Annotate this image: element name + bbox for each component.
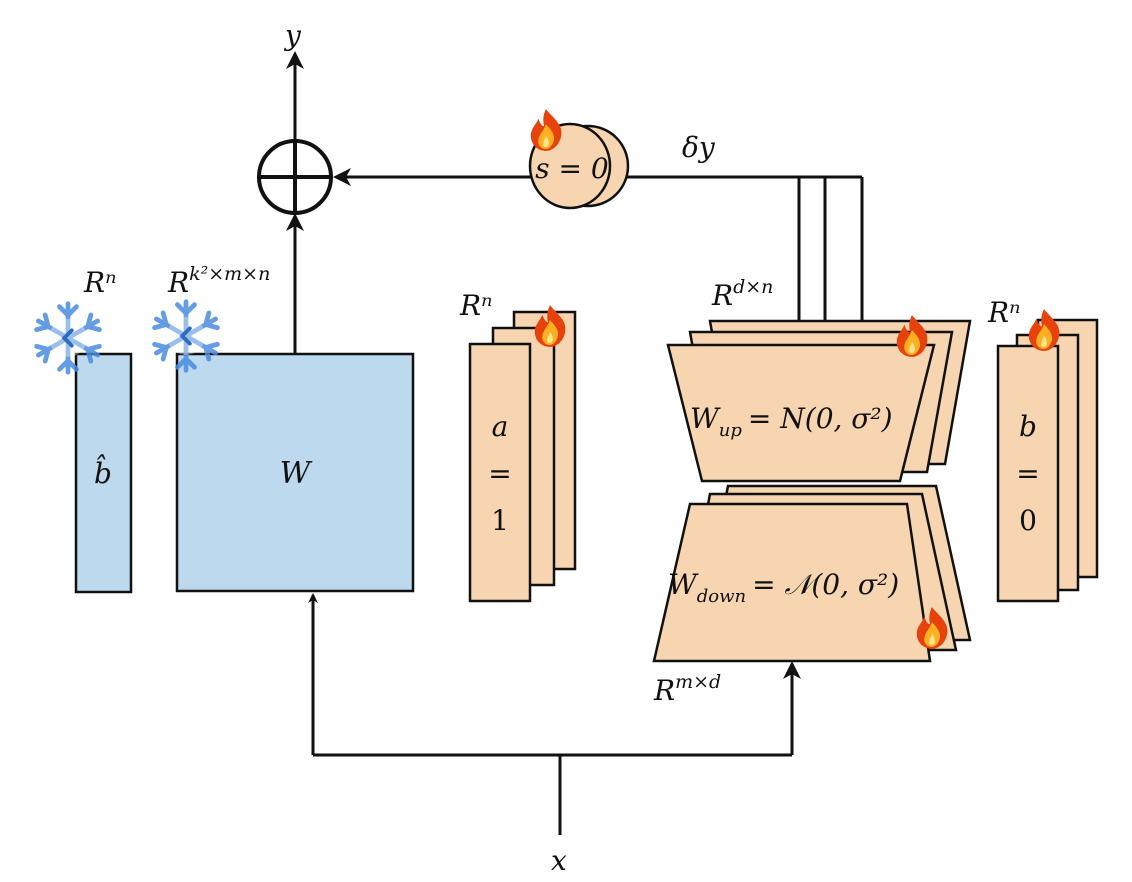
b-hat-dim: Rⁿ: [84, 266, 117, 299]
scale-flame-icon: [531, 109, 562, 151]
output-label: y: [285, 19, 301, 52]
w-down-dim-base: R: [654, 674, 676, 707]
w-label: W: [279, 456, 311, 491]
a-stack: [470, 312, 575, 601]
w-up-dim-exp: d×n: [733, 276, 774, 298]
a-label: a: [491, 410, 509, 443]
w-dim: [167, 263, 270, 299]
b-hat-label: b̂: [94, 457, 112, 490]
w-down-dim: [653, 671, 721, 707]
a-value: 1: [491, 504, 509, 537]
b-dim: Rⁿ: [988, 296, 1021, 329]
b-value: 0: [1019, 504, 1037, 537]
w-down-rhs: = 𝒩(0, σ²): [752, 568, 900, 601]
w-snowflake-icon: [152, 302, 220, 370]
w-up-rhs: = N(0, σ²): [747, 402, 893, 435]
w-dim-exp: k²×m×n: [189, 263, 271, 285]
b-flame-icon: [1029, 309, 1060, 351]
delta-output-label: δy: [682, 131, 715, 164]
w-dim-base: R: [168, 266, 190, 299]
w-down-name: W: [668, 568, 697, 601]
b-stack: [998, 320, 1097, 601]
sum-node: [259, 141, 331, 213]
w-down-dim-exp: m×d: [675, 671, 722, 693]
w-up-sub: up: [718, 420, 742, 441]
w-down-sub: down: [696, 586, 747, 607]
scale-node-label: s = 0: [535, 152, 609, 185]
w-up-dim: [711, 276, 773, 312]
input-label: x: [551, 844, 567, 877]
w-up-dim-base: R: [712, 279, 734, 312]
w-up-name: W: [690, 402, 719, 435]
b-hat-snowflake-icon: [34, 304, 102, 372]
a-dim: Rⁿ: [460, 289, 493, 322]
b-label: b: [1019, 410, 1037, 443]
b-eq: =: [1016, 457, 1040, 490]
a-eq: =: [488, 457, 512, 490]
